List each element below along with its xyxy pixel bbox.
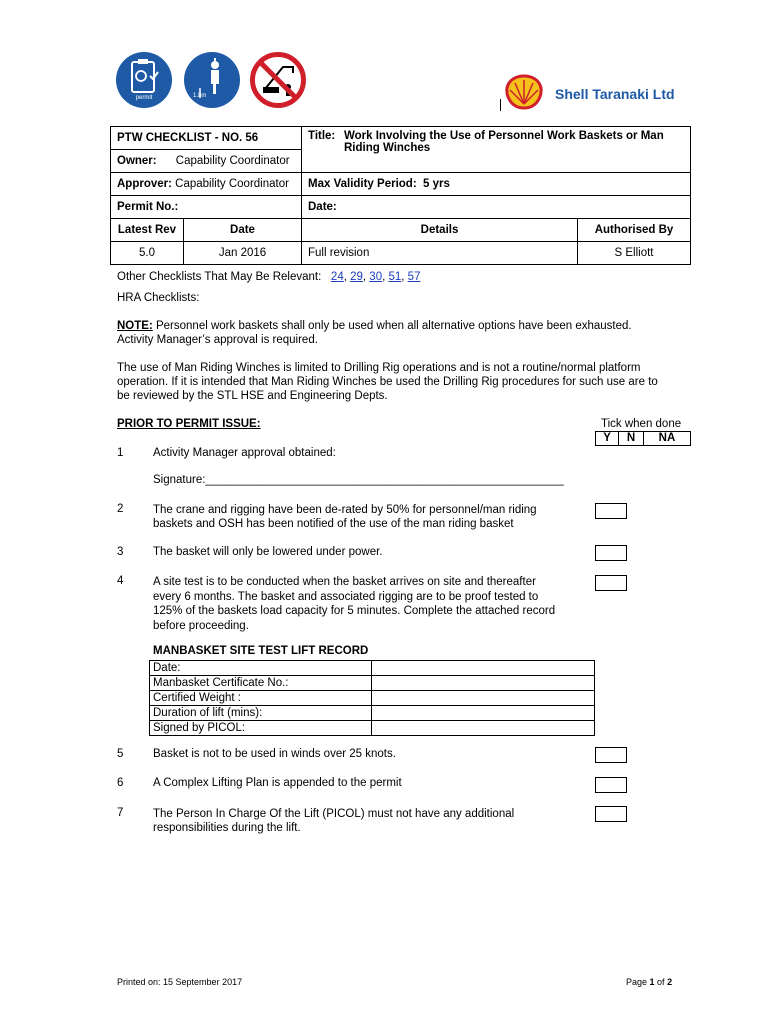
- harness-icon: [184, 52, 240, 108]
- record-value-input[interactable]: [372, 706, 595, 721]
- item-num: 6: [117, 777, 124, 789]
- rev-row-cell: 5.0 Jan 2016: [111, 242, 302, 265]
- tick-box[interactable]: [595, 747, 627, 763]
- record-label: Duration of lift (mins):: [150, 706, 372, 721]
- record-value-input[interactable]: [372, 676, 595, 691]
- item-num: 2: [117, 503, 124, 515]
- signature-line: Signature:________________________________________________________: [153, 474, 564, 486]
- item-text: Activity Manager approval obtained:: [153, 447, 336, 459]
- validity-cell: Max Validity Period: 5 yrs: [302, 173, 691, 196]
- record-label: Certified Weight :: [150, 691, 372, 706]
- checklist-header-table: [110, 126, 691, 265]
- permit-icon: [116, 52, 172, 108]
- checklist-number: PTW CHECKLIST - NO. 56: [111, 127, 302, 150]
- checklist-link-24[interactable]: 24: [330, 271, 344, 283]
- authorised-value: S Elliott: [578, 242, 691, 265]
- record-heading: MANBASKET SITE TEST LIFT RECORD: [153, 645, 369, 657]
- winch-paragraph: The use of Man Riding Winches is limited to Drilling Rig operations and is not a routine/normal platform operation. If it is intended that Man Riding Winches be used the Drilling Rig procedures for such use are to be reviewed by the STL HSE and Engineering Depts.: [117, 362, 658, 402]
- item-text: The Person In Charge Of the Lift (PICOL) must not have any additional responsibilities during the lift.: [153, 808, 515, 834]
- details-header: Details: [302, 219, 578, 242]
- relevant-checklists: Other Checklists That May Be Relevant: 24, 29, 30, 51, 57: [117, 271, 421, 283]
- tick-col-n: N: [619, 432, 644, 446]
- item-text: A Complex Lifting Plan is appended to the permit: [153, 777, 402, 789]
- note-block: NOTE: Personnel work baskets shall only be used when all alternative options have been exhausted. Activity Manager’s approval is required.: [117, 320, 632, 346]
- checklist-link-29[interactable]: 29: [350, 271, 363, 283]
- tick-box[interactable]: [595, 545, 627, 561]
- page-indicator: Page 1 of 2: [626, 977, 673, 987]
- approver-cell: Approver: Capability Coordinator: [111, 173, 302, 196]
- shell-logo: [503, 74, 545, 113]
- printed-on: Printed on: 15 September 2017: [117, 977, 243, 987]
- item-num: 4: [117, 575, 124, 587]
- item-num: 5: [117, 748, 124, 760]
- item-num: 3: [117, 546, 124, 558]
- hra-checklists: HRA Checklists:: [117, 292, 200, 304]
- item-text: The crane and rigging have been de-rated by 50% for personnel/man riding baskets and OSH has been notified of the use of the man riding basket: [153, 504, 537, 530]
- record-value-input[interactable]: [372, 721, 595, 736]
- tick-box[interactable]: [595, 503, 627, 519]
- details-value: Full revision: [302, 242, 578, 265]
- item-text: The basket will only be lowered under power.: [153, 546, 383, 558]
- tick-col-y: Y: [596, 432, 619, 446]
- tick-box[interactable]: [595, 575, 627, 591]
- tick-box[interactable]: [595, 806, 627, 822]
- record-value-input[interactable]: [372, 661, 595, 676]
- svg-text:permit: permit: [135, 95, 153, 101]
- no-man-riding-icon: [250, 52, 306, 108]
- authorised-header: Authorised By: [578, 219, 691, 242]
- tick-header: [595, 431, 691, 446]
- item-num: 1: [117, 447, 124, 459]
- record-table: [149, 660, 595, 736]
- tick-col-na: NA: [643, 432, 690, 446]
- record-value-input[interactable]: [372, 691, 595, 706]
- checklist-link-57[interactable]: 57: [407, 271, 421, 283]
- checklist-title: Title: Work Involving the Use of Personnel Work Baskets or Man Riding Winches: [302, 127, 691, 173]
- date-cell: Date:: [302, 196, 691, 219]
- permit-no-cell: Permit No.:: [111, 196, 302, 219]
- tick-label: Tick when done: [601, 418, 682, 430]
- checklist-link-51[interactable]: 51: [388, 271, 402, 283]
- svg-text:1.8m: 1.8m: [193, 93, 207, 99]
- divider: [500, 99, 501, 111]
- company-name: Shell Taranaki Ltd: [555, 86, 675, 102]
- record-label: Signed by PICOL:: [150, 721, 372, 736]
- tick-box[interactable]: [595, 777, 627, 793]
- item-text: A site test is to be conducted when the basket arrives on site and thereafter every 6 months. The basket and associated rigging are to be proof tested to 125% of the baskets load capacity for 5 minutes. Complete the attached record before proceeding.: [153, 576, 556, 632]
- record-label: Date:: [150, 661, 372, 676]
- checklist-link-30[interactable]: 30: [369, 271, 383, 283]
- record-label: Manbasket Certificate No.:: [150, 676, 372, 691]
- owner-cell: Owner: Capability Coordinator: [111, 150, 302, 173]
- rev-header-cell: Latest Rev Date: [111, 219, 302, 242]
- item-text: Basket is not to be used in winds over 25 knots.: [153, 748, 396, 760]
- item-num: 7: [117, 807, 124, 819]
- prior-heading: PRIOR TO PERMIT ISSUE:: [117, 418, 261, 430]
